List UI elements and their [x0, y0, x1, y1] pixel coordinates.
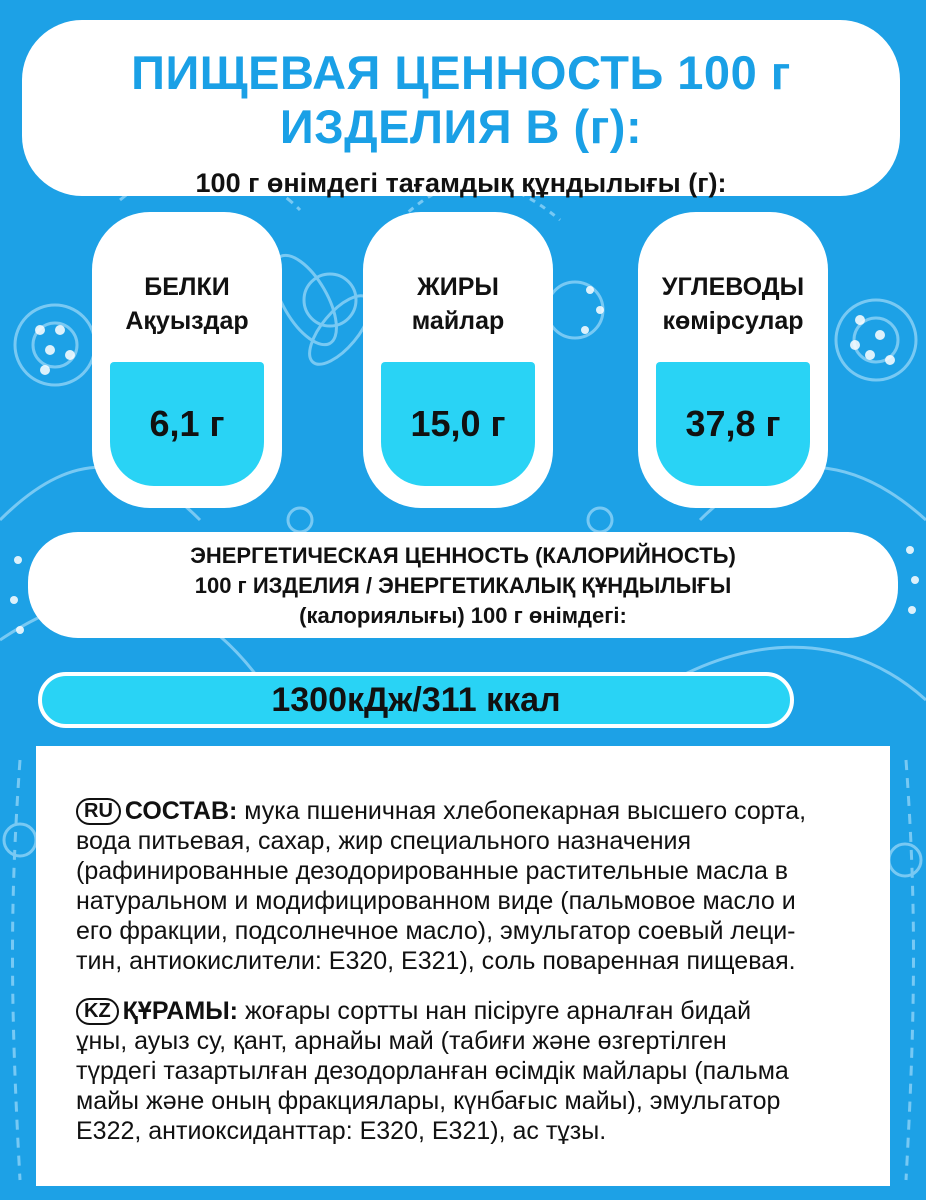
energy-line-3: (калориялығы) 100 г өнімдегі: — [299, 603, 627, 628]
composition-ru-line: его фракции, подсолнечное масло), эмульгатор соевый леци- — [76, 917, 796, 945]
nutrient-value: 15,0 г — [381, 362, 535, 486]
nutrient-name-kz: майлар — [411, 307, 505, 335]
energy-panel — [28, 532, 898, 638]
composition-kz-text: жоғары сортты нан пісіруге арналған бидай — [238, 997, 752, 1025]
composition-kz-line: Е322, антиоксиданттар: Е320, Е321), ас тұзы. — [76, 1117, 607, 1145]
title-line-1: ПИЩЕВАЯ ЦЕННОСТЬ 100 г — [131, 46, 791, 99]
composition-panel — [36, 746, 890, 1186]
composition-ru-line: натуральном и модифицированном виде (пальмовое масло и — [76, 887, 796, 915]
title-panel — [22, 20, 900, 196]
composition-kz-line: майы және оның фракциялары, күнбағыс майы), эмульгатор — [76, 1087, 781, 1115]
nutrient-name-ru: ЖИРЫ — [417, 273, 499, 301]
composition-kz-line: ұны, ауыз су, қант, арнайы май (табиғи және өзгертілген — [76, 1027, 727, 1055]
composition-ru-line: вода питьевая, сахар, жир специального назначения — [76, 827, 692, 855]
nutrient-value: 6,1 г — [110, 362, 264, 486]
nutrient-name-ru: БЕЛКИ — [144, 273, 230, 301]
nutrient-name-kz: Ақуыздар — [125, 307, 249, 335]
nutrient-label — [638, 270, 828, 338]
energy-line-2: 100 г ИЗДЕЛИЯ / ЭНЕРГЕТИКАЛЫҚ ҚҰНДЫЛЫҒЫ — [194, 573, 732, 598]
composition-kz-line — [76, 996, 866, 1026]
composition-kz-heading: ҚҰРАМЫ: — [122, 997, 238, 1025]
composition-ru-line — [76, 796, 866, 826]
composition-ru — [76, 796, 866, 976]
nutrient-card-protein — [92, 212, 282, 508]
composition-ru-line: тин, антиокислители: Е320, Е321), соль поваренная пищевая. — [76, 947, 796, 975]
nutrient-value: 37,8 г — [656, 362, 810, 486]
nutrient-label — [363, 270, 553, 338]
language-badge-ru: RU — [76, 798, 121, 825]
language-badge-kz: KZ — [76, 998, 119, 1025]
composition-kz-line: түрдегі тазартылған дезодорланған өсімдік майлары (пальма — [76, 1057, 789, 1085]
title-line-2: ИЗДЕЛИЯ В (г): — [279, 100, 643, 153]
nutrient-name-ru: УГЛЕВОДЫ — [661, 273, 805, 301]
composition-ru-heading: СОСТАВ: — [124, 797, 238, 825]
nutrient-card-carbs — [638, 212, 828, 508]
nutrient-card-fat — [363, 212, 553, 508]
title-subtitle: 100 г өнімдегі тағамдық құндылығы (г): — [195, 168, 727, 198]
nutrient-label — [92, 270, 282, 338]
composition-kz — [76, 996, 866, 1146]
composition-ru-line: (рафинированные дезодорированные растительные масла в — [76, 857, 789, 885]
nutrient-name-kz: көмірсулар — [662, 307, 804, 335]
energy-value-bar: 1300кДж/311 ккал — [38, 672, 794, 728]
energy-line-1: ЭНЕРГЕТИЧЕСКАЯ ЦЕННОСТЬ (КАЛОРИЙНОСТЬ) — [190, 543, 736, 568]
composition-ru-text: мука пшеничная хлебопекарная высшего сорта, — [237, 797, 807, 825]
